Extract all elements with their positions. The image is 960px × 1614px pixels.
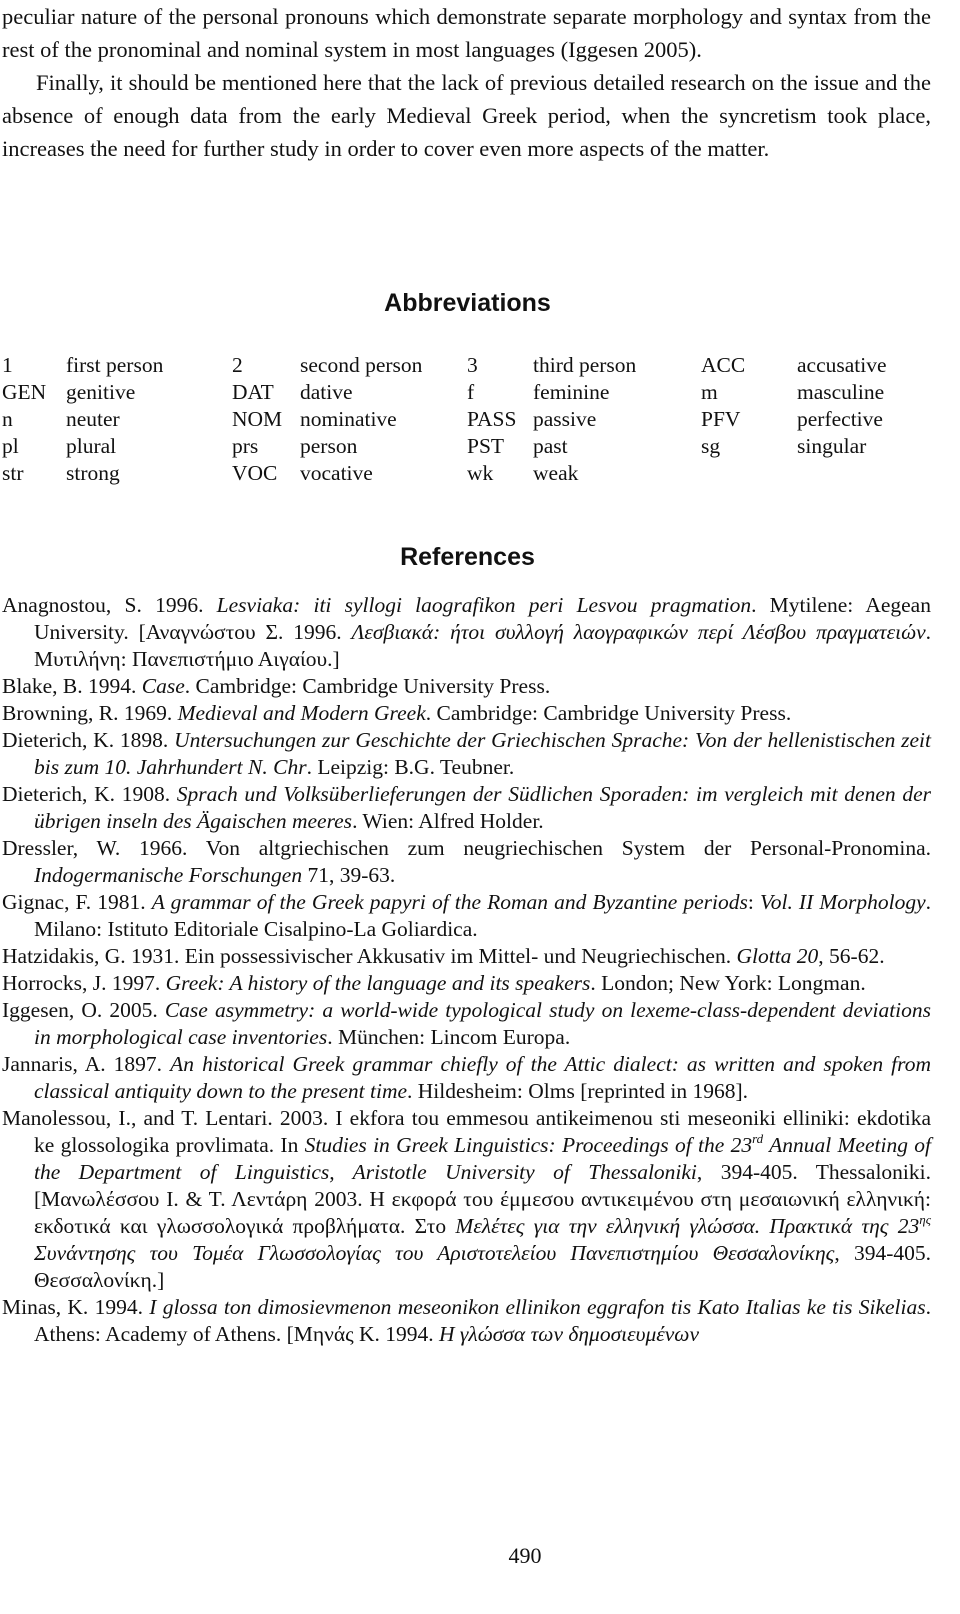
- abbreviation-meaning: genitive: [66, 380, 136, 404]
- abbreviation-meaning: singular: [797, 434, 867, 458]
- reference-text: Dieterich, K. 1898.: [2, 728, 175, 752]
- abbreviation-row: [2, 460, 907, 487]
- abbreviation-code: n: [2, 407, 13, 431]
- reference-text: , 394-405. Θεσσαλονίκη.]: [34, 1241, 931, 1292]
- abbreviation-code: prs: [232, 434, 259, 458]
- reference-entry: [2, 1294, 931, 1348]
- abbreviation-meaning: plural: [66, 434, 117, 458]
- reference-italic-title: I glossa ton dimosievmenon meseonikon ellinikon eggrafon tis Kato Italias ke tis Sikelias: [149, 1295, 926, 1319]
- abbreviation-code: PST: [467, 434, 505, 458]
- abbreviation-code: m: [701, 380, 718, 404]
- abbreviation-meaning: perfective: [797, 407, 883, 431]
- abbreviation-code: f: [467, 380, 475, 404]
- abbreviation-code: str: [2, 461, 24, 485]
- abbreviation-meaning: past: [533, 434, 568, 458]
- reference-entry: [2, 727, 931, 781]
- reference-text: Gignac, F. 1981.: [2, 890, 152, 914]
- references-list: [2, 592, 931, 1348]
- reference-entry: [2, 592, 931, 673]
- abbreviation-code: DAT: [232, 380, 274, 404]
- abbreviation-code: wk: [467, 461, 494, 485]
- reference-entry: [2, 889, 931, 943]
- reference-text: 71, 39-63.: [302, 863, 396, 887]
- reference-text: Horrocks, J. 1997.: [2, 971, 166, 995]
- reference-italic-title: Greek: A history of the language and its speakers: [165, 971, 591, 995]
- reference-entry: [2, 700, 931, 727]
- reference-text: Dressler, W. 1966. Von altgriechischen zum neugriechischen System der Personal-Pronomina.: [2, 836, 931, 860]
- abbreviation-row: [2, 352, 907, 379]
- reference-entry: [2, 1105, 931, 1294]
- reference-italic-title: Συνάντησης του Τομέα Γλωσσολογίας του Αριστοτελείου Πανεπιστημίου Θεσσαλονίκης: [34, 1241, 835, 1265]
- reference-italic-title: Annual Meeting of the Department of Linguistics, Aristotle University of Thessaloniki: [34, 1133, 931, 1184]
- reference-italic-title: Untersuchungen zur Geschichte der Griechischen Sprache: Von der hellenistischen zeit bis zum 10. Jahrhundert N. Chr: [34, 728, 931, 779]
- abbreviation-meaning: [797, 460, 907, 487]
- reference-italic-title: Sprach und Volksüberlieferungen der Südlichen Sporaden: im vergleich mit denen der übrigen inseln des Ägaischen meeres: [34, 782, 931, 833]
- reference-text: Minas, K. 1994.: [2, 1295, 150, 1319]
- abbreviation-meaning: strong: [66, 461, 120, 485]
- abbreviation-meaning: first person: [66, 353, 164, 377]
- reference-text: Dieterich, K. 1908.: [2, 782, 177, 806]
- abbreviation-code: pl: [2, 434, 19, 458]
- reference-entry: [2, 781, 931, 835]
- reference-text: Jannaris, A. 1897.: [2, 1052, 171, 1076]
- abbreviation-meaning: nominative: [300, 407, 397, 431]
- reference-text: . Athens: Academy of Athens. [Μηνάς Κ. 1994.: [34, 1295, 932, 1346]
- abbreviation-code: [701, 460, 797, 487]
- intro-paragraph-continued: peculiar nature of the personal pronouns which demonstrate separate morphology and syntax from the rest of the pronominal and nominal system in most languages (Iggesen 2005).: [2, 4, 931, 62]
- abbreviation-meaning: passive: [533, 407, 597, 431]
- abbreviation-meaning: feminine: [533, 380, 610, 404]
- abbreviation-meaning: accusative: [797, 353, 887, 377]
- reference-text: :: [747, 890, 760, 914]
- reference-text: . Milano: Istituto Editoriale Cisalpino-La Goliardica.: [34, 890, 931, 941]
- reference-italic-title: Indogermanische Forschungen: [34, 863, 303, 887]
- reference-entry: [2, 835, 931, 889]
- reference-italic-title: Η γλώσσα των δημοσιευμένων: [439, 1322, 700, 1346]
- reference-italic-title: Studies in Greek Linguistics: Proceedings of the 23: [304, 1133, 753, 1157]
- abbreviation-code: VOC: [232, 461, 278, 485]
- reference-italic-title: Λεσβιακά: ήτοι συλλογή λαογραφικών περί Λέσβου πραγματειών: [351, 620, 926, 644]
- reference-entry: [2, 673, 931, 700]
- reference-text: . Hildesheim: Olms [reprinted in 1968].: [407, 1079, 748, 1103]
- reference-text: Iggesen, O. 2005.: [2, 998, 165, 1022]
- reference-entry: [2, 1051, 931, 1105]
- abbreviation-code: 3: [467, 353, 478, 377]
- intro-paragraph-final: Finally, it should be mentioned here that the lack of previous detailed research on the issue and the absence of enough data from the early Medieval Greek period, when the syncretism took place, increases the need for further study in order to cover even more aspects of the matter.: [2, 70, 931, 161]
- reference-superscript: ης: [919, 1212, 931, 1227]
- abbreviation-code: PASS: [467, 407, 517, 431]
- abbreviations-table: [2, 352, 907, 487]
- reference-italic-title: Vol. II Morphology: [759, 890, 926, 914]
- reference-text: Anagnostou, S. 1996.: [2, 593, 217, 617]
- abbreviation-meaning: vocative: [300, 461, 373, 485]
- reference-text: . Leipzig: B.G. Teubner.: [306, 755, 515, 779]
- abbreviation-meaning: third person: [533, 353, 637, 377]
- abbreviation-row: [2, 379, 907, 406]
- reference-text: . Wien: Alfred Holder.: [352, 809, 544, 833]
- abbreviations-heading: Abbreviations: [384, 289, 551, 317]
- abbreviation-meaning: second person: [300, 353, 423, 377]
- reference-text: . Cambridge: Cambridge University Press.: [425, 701, 792, 725]
- reference-text: Browning, R. 1969.: [2, 701, 178, 725]
- reference-italic-title: Medieval and Modern Greek: [177, 701, 426, 725]
- reference-entry: [2, 997, 931, 1051]
- reference-text: , 56-62.: [818, 944, 885, 968]
- abbreviation-row: [2, 433, 907, 460]
- abbreviation-code: PFV: [701, 407, 741, 431]
- abbreviation-code: ACC: [701, 353, 746, 377]
- abbreviation-code: 1: [2, 353, 13, 377]
- reference-italic-title: Glotta 20: [736, 944, 819, 968]
- reference-text: Blake, B. 1994.: [2, 674, 142, 698]
- page-number: 490: [508, 1543, 542, 1568]
- abbreviation-meaning: weak: [533, 461, 579, 485]
- abbreviation-meaning: neuter: [66, 407, 120, 431]
- reference-entry: [2, 943, 931, 970]
- reference-text: Hatzidakis, G. 1931. Ein possessivischer Akkusativ im Mittel- und Neugriechischen.: [2, 944, 737, 968]
- abbreviation-code: NOM: [232, 407, 283, 431]
- reference-italic-title: A grammar of the Greek papyri of the Roman and Byzantine periods: [151, 890, 748, 914]
- abbreviation-meaning: dative: [300, 380, 353, 404]
- reference-text: , 394-405. Thessaloniki. [Μανωλέσσου Ι. & Τ. Λεντάρη 2003. Η εκφορά του έμμεσου αντικειμένου στη μεσαιωνική ελληνική: εκδοτικά και γλωσσολογικά προβλήματα. Στο: [34, 1160, 931, 1238]
- intro-text: [2, 0, 931, 165]
- abbreviation-code: GEN: [2, 380, 47, 404]
- references-heading: References: [400, 543, 535, 571]
- reference-italic-title: An historical Greek grammar chiefly of the Attic dialect: as written and spoken from classical antiquity down to the present time: [34, 1052, 931, 1103]
- reference-italic-title: Case asymmetry: a world-wide typological study on lexeme-class-dependent deviations in morphological case inventories: [34, 998, 932, 1049]
- reference-italic-title: Case: [141, 674, 185, 698]
- abbreviation-code: 2: [232, 353, 243, 377]
- reference-text: . London; New York: Longman.: [590, 971, 866, 995]
- abbreviation-meaning: person: [300, 434, 358, 458]
- reference-text: . Μυτιλήνη: Πανεπιστήμιο Αιγαίου.]: [34, 620, 931, 671]
- reference-entry: [2, 970, 931, 997]
- reference-text: Manolessou, I., and T. Lentari. 2003. I ekfora tou emmesou antikeimenou sti meseoniki elliniki: ekdotika ke glossologika provlimata. In: [2, 1106, 931, 1157]
- reference-text: . München: Lincom Europa.: [327, 1025, 571, 1049]
- reference-italic-title: Lesviaka: iti syllogi laografikon peri Lesvou pragmation: [216, 593, 752, 617]
- reference-italic-title: Μελέτες για την ελληνική γλώσσα. Πρακτικά της 23: [455, 1214, 920, 1238]
- abbreviation-code: sg: [701, 434, 721, 458]
- reference-superscript: rd: [752, 1131, 764, 1146]
- reference-text: . Cambridge: Cambridge University Press.: [184, 674, 551, 698]
- reference-text: . Mytilene: Aegean University. [Αναγνώστου Σ. 1996.: [34, 593, 931, 644]
- abbreviation-row: [2, 406, 907, 433]
- abbreviation-meaning: masculine: [797, 380, 885, 404]
